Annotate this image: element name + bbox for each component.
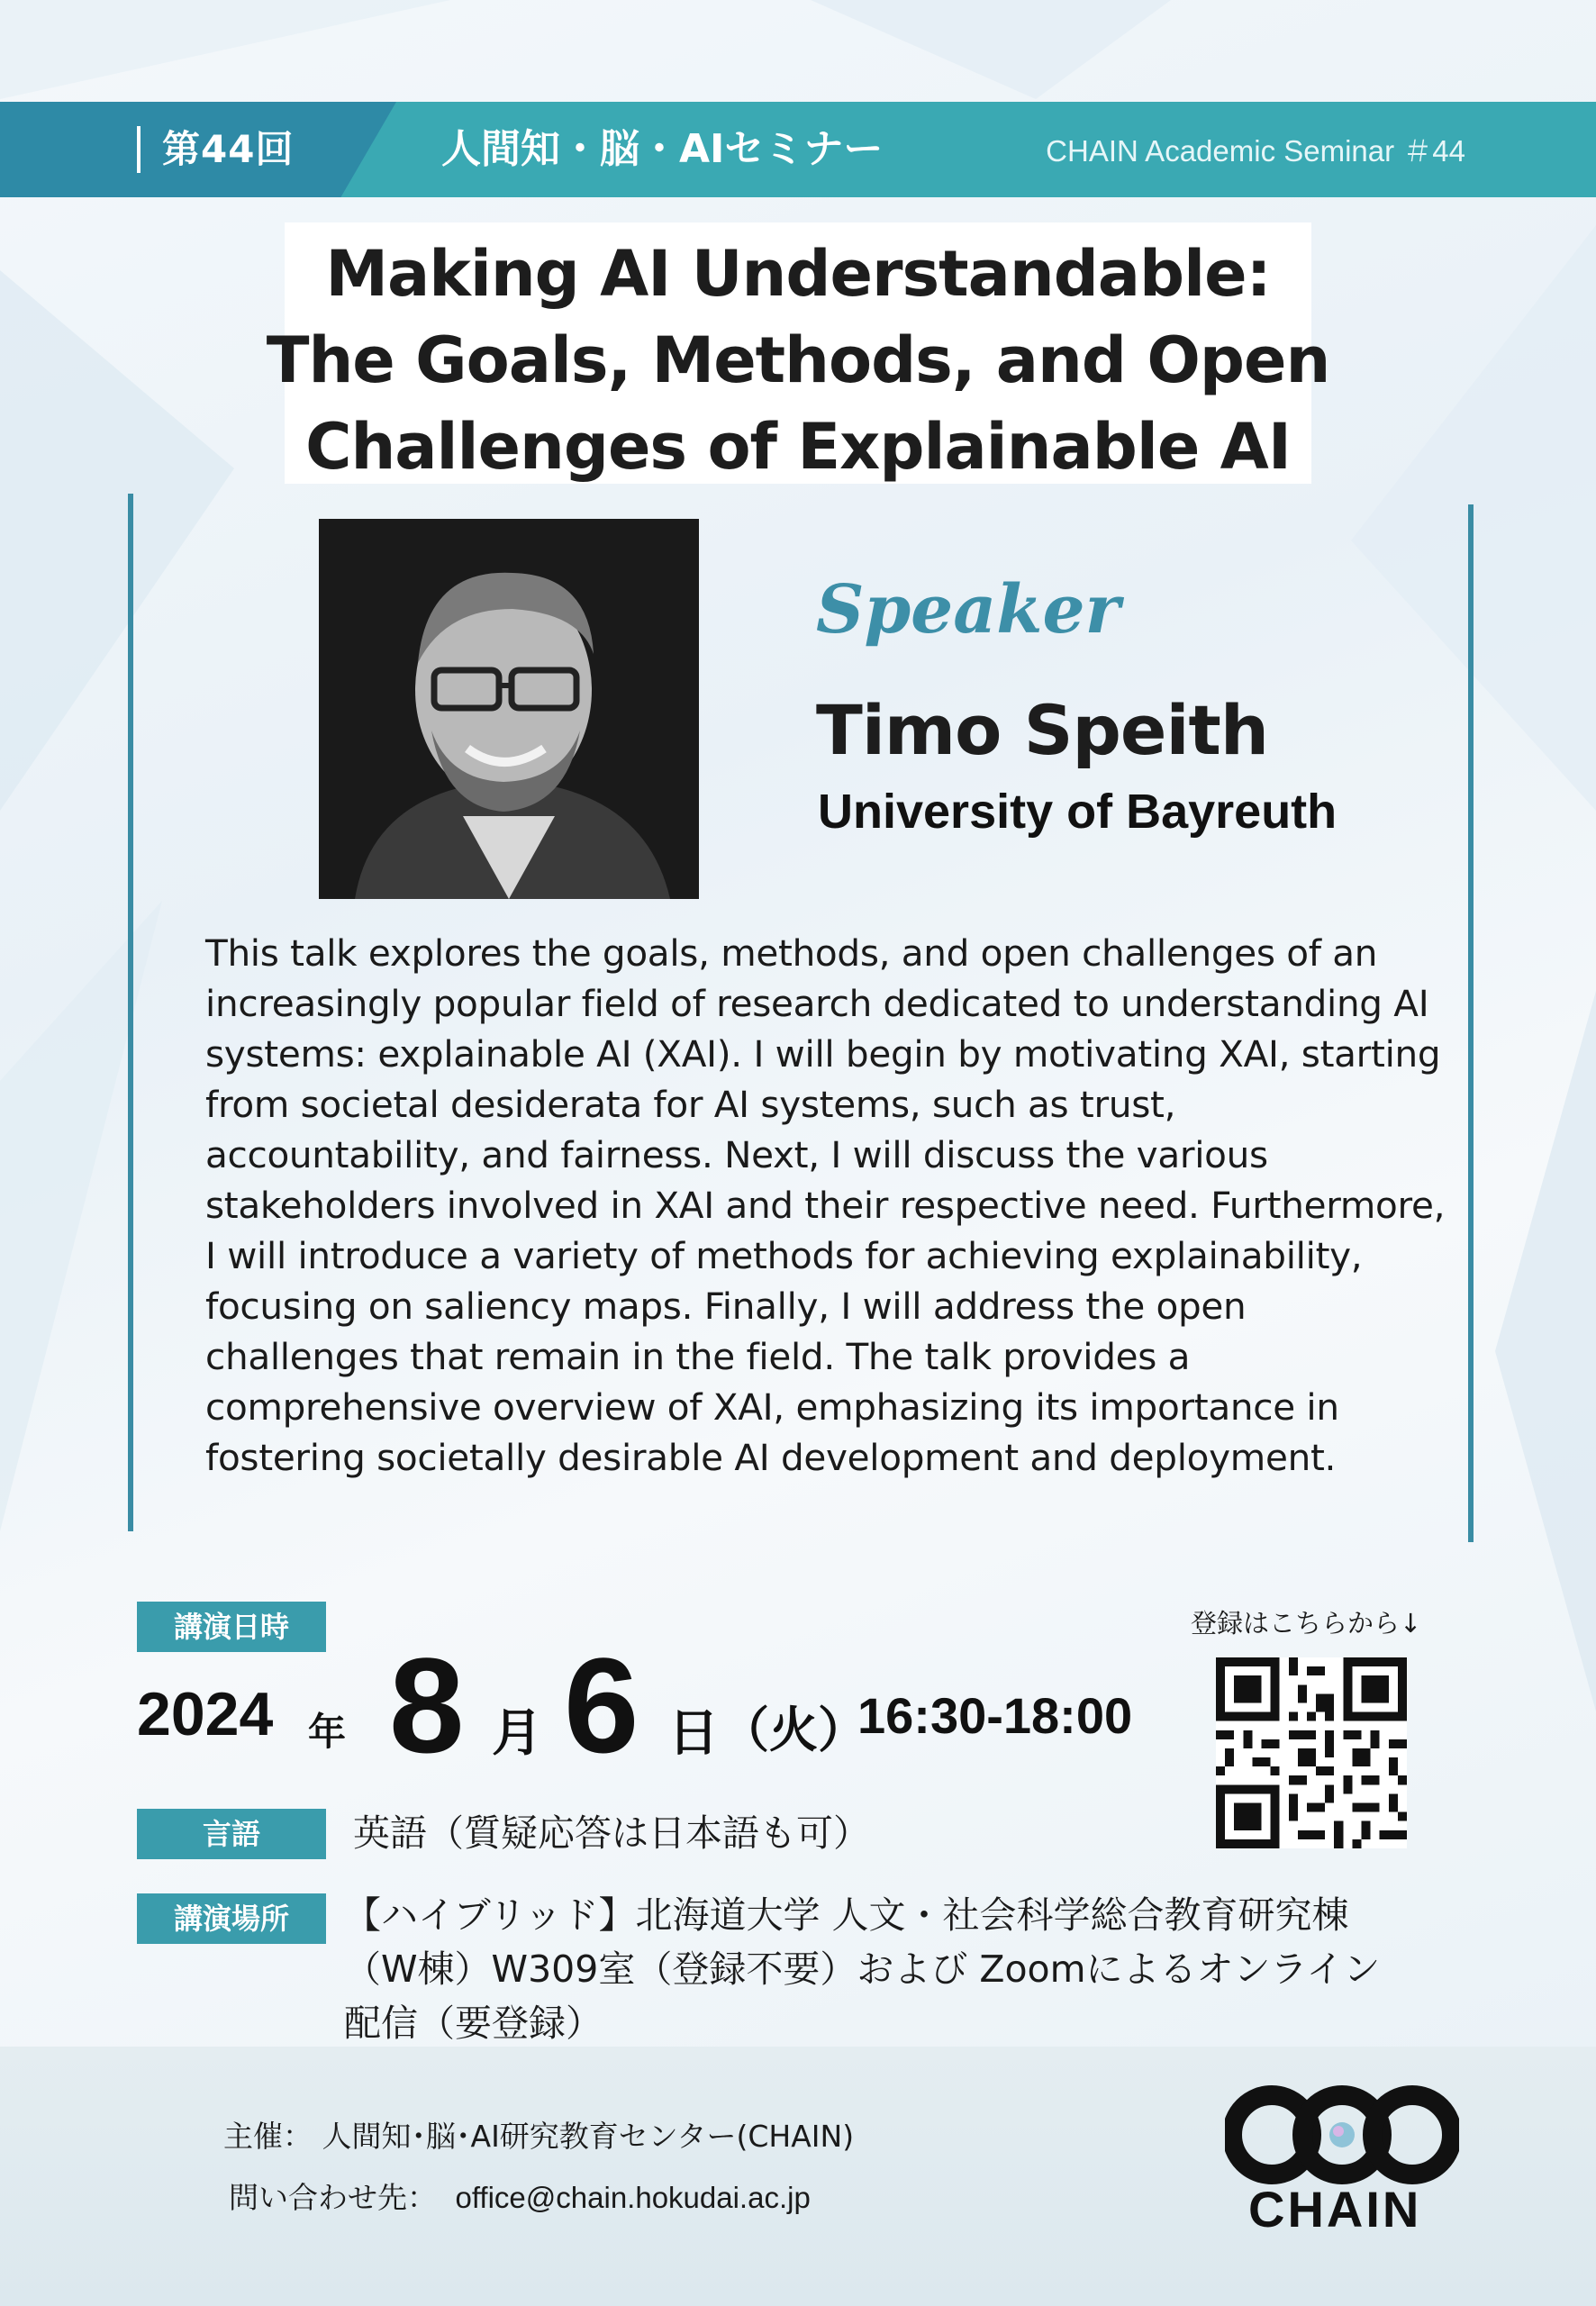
language-value: 英語（質疑応答は日本語も可） <box>353 1811 870 1855</box>
seminar-series-title: 人間知・脳・AIセミナー <box>441 126 884 172</box>
speaker-name: Timo Speith <box>816 690 1268 770</box>
venue-line: 【ハイブリッド】北海道大学 人文・社会科学総合教育研究棟 <box>344 1893 1349 1937</box>
registration-label: 登録はこちらから↓ <box>1191 1608 1422 1639</box>
venue-line: （W棟）W309室（登録不要）および Zoomによるオンライン <box>344 1947 1381 1991</box>
contact-info <box>229 2178 811 2218</box>
right-accent-line <box>1468 504 1474 1542</box>
seminar-number: 第44回 <box>137 126 294 173</box>
speaker-photo <box>319 519 699 899</box>
date-weekday: （火） <box>721 1702 866 1758</box>
speaker-affiliation: University of Bayreuth <box>818 785 1338 839</box>
date-day: 6 <box>564 1630 639 1781</box>
venue-line: 配信（要登録） <box>344 2002 603 2045</box>
event-time: 16:30-18:00 <box>857 1687 1133 1744</box>
talk-title-line: Challenges of Explainable AI <box>305 410 1291 484</box>
date-day-unit: 日 <box>668 1704 719 1763</box>
schedule-label: 講演日時 <box>137 1602 326 1652</box>
speaker-portrait-icon <box>319 519 699 899</box>
venue-text <box>344 1888 1461 2050</box>
venue-label: 講演場所 <box>137 1893 326 1944</box>
left-accent-line <box>128 494 133 1531</box>
talk-title <box>225 231 1371 490</box>
date-year: 2024 <box>137 1680 274 1748</box>
date-month: 8 <box>389 1630 465 1781</box>
date-month-unit: 月 <box>492 1704 542 1763</box>
chain-logo-text: CHAIN <box>1248 2181 1422 2238</box>
seminar-english-title: CHAIN Academic Seminar ＃44 <box>1046 134 1465 168</box>
date-year-unit: 年 <box>308 1710 347 1754</box>
qr-code-icon <box>1216 1657 1407 1848</box>
organizer-text: 主催： 人間知･脳･AI研究教育センター(CHAIN) <box>223 2119 855 2154</box>
contact-email[interactable]: office@chain.hokudai.ac.jp <box>455 2181 811 2214</box>
language-label: 言語 <box>137 1809 326 1859</box>
speaker-label: Speaker <box>816 571 1120 649</box>
registration-qr[interactable] <box>1216 1657 1407 1848</box>
abstract-text: This talk explores the goals, methods, and open challenges of an increasingly popular field of research dedicated to understanding AI systems: explainable AI (XAI). I will begin by motivating XAI, starting from societal desiderata for AI systems, such as trust, accountability, and fairness. Next, I will discuss the various stakeholders involved in XAI and their respective need. Furthermore, I will introduce a variety of methods for achieving explainability, focusing on saliency maps. Finally, I will address the open challenges that remain in the field. The talk provides a comprehensive overview of XAI, emphasizing its importance in fostering societally desirable AI development and deployment. <box>205 931 1446 1479</box>
talk-title-line: Making AI Understandable: <box>325 237 1271 311</box>
talk-title-line: The Goals, Methods, and Open <box>266 323 1330 397</box>
contact-label: 問い合わせ先： <box>229 2180 437 2215</box>
